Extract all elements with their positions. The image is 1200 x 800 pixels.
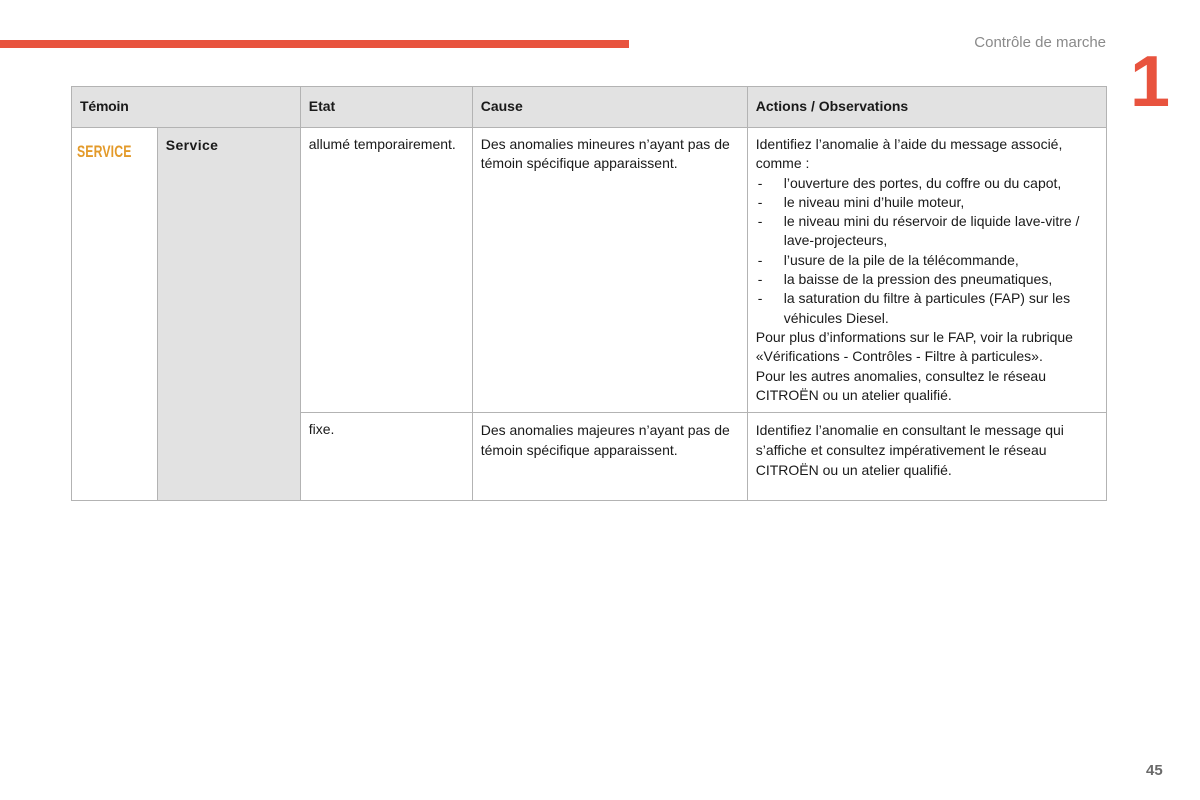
list-item: - l’ouverture des portes, du coffre ou du capot, bbox=[756, 174, 1098, 193]
table-header-row bbox=[72, 87, 1107, 128]
actions-list bbox=[756, 174, 1098, 328]
actions-text: Identifiez l’anomalie en consultant le message qui s’affiche et consultez impérativement le réseau CITROËN ou un atelier qualifié. bbox=[755, 422, 1064, 479]
column-header-etat: Etat bbox=[300, 87, 472, 128]
cause-text: Des anomalies mineures n’ayant pas de témoin spécifique apparaissent. bbox=[480, 136, 730, 172]
etat-cell bbox=[300, 128, 472, 413]
column-header-temoin: Témoin bbox=[72, 87, 301, 128]
header-accent-bar bbox=[0, 40, 629, 48]
actions-cell bbox=[747, 128, 1106, 413]
service-warning-icon: SERVICE bbox=[77, 142, 132, 161]
column-header-actions: Actions / Observations bbox=[747, 87, 1106, 128]
indicator-name: Service bbox=[157, 128, 300, 501]
actions-note-fap: Pour plus d’informations sur le FAP, voir la rubrique «Vérifications - Contrôles - Filtre à particules». bbox=[755, 328, 1073, 365]
chapter-number: 1 bbox=[1130, 42, 1171, 122]
cause-cell bbox=[472, 413, 747, 501]
list-item: - le niveau mini du réservoir de liquide lave-vitre / lave-projecteurs, bbox=[756, 212, 1098, 251]
etat-text: allumé temporairement. bbox=[308, 136, 456, 152]
list-item: - le niveau mini d’huile moteur, bbox=[756, 193, 1098, 212]
list-item: - la saturation du filtre à particules (FAP) sur les véhicules Diesel. bbox=[756, 289, 1098, 328]
list-item: - la baisse de la pression des pneumatiques, bbox=[756, 270, 1098, 289]
indicator-table bbox=[71, 86, 1107, 501]
table-row bbox=[72, 128, 1107, 413]
actions-note-network: Pour les autres anomalies, consultez le réseau CITROËN ou un atelier qualifié. bbox=[755, 367, 1047, 403]
cause-cell bbox=[472, 128, 747, 413]
etat-cell bbox=[300, 413, 472, 501]
actions-cell bbox=[747, 413, 1106, 501]
etat-text: fixe. bbox=[308, 421, 335, 438]
indicator-icon-cell bbox=[72, 128, 158, 501]
page-number: 45 bbox=[1146, 762, 1163, 779]
actions-intro: Identifiez l’anomalie à l’aide du message associé, comme : bbox=[755, 136, 1063, 172]
section-title: Contrôle de marche bbox=[974, 34, 1106, 51]
list-item: - l’usure de la pile de la télécommande, bbox=[756, 251, 1098, 270]
column-header-cause: Cause bbox=[472, 87, 747, 128]
cause-text: Des anomalies majeures n’ayant pas de témoin spécifique apparaissent. bbox=[480, 422, 730, 459]
